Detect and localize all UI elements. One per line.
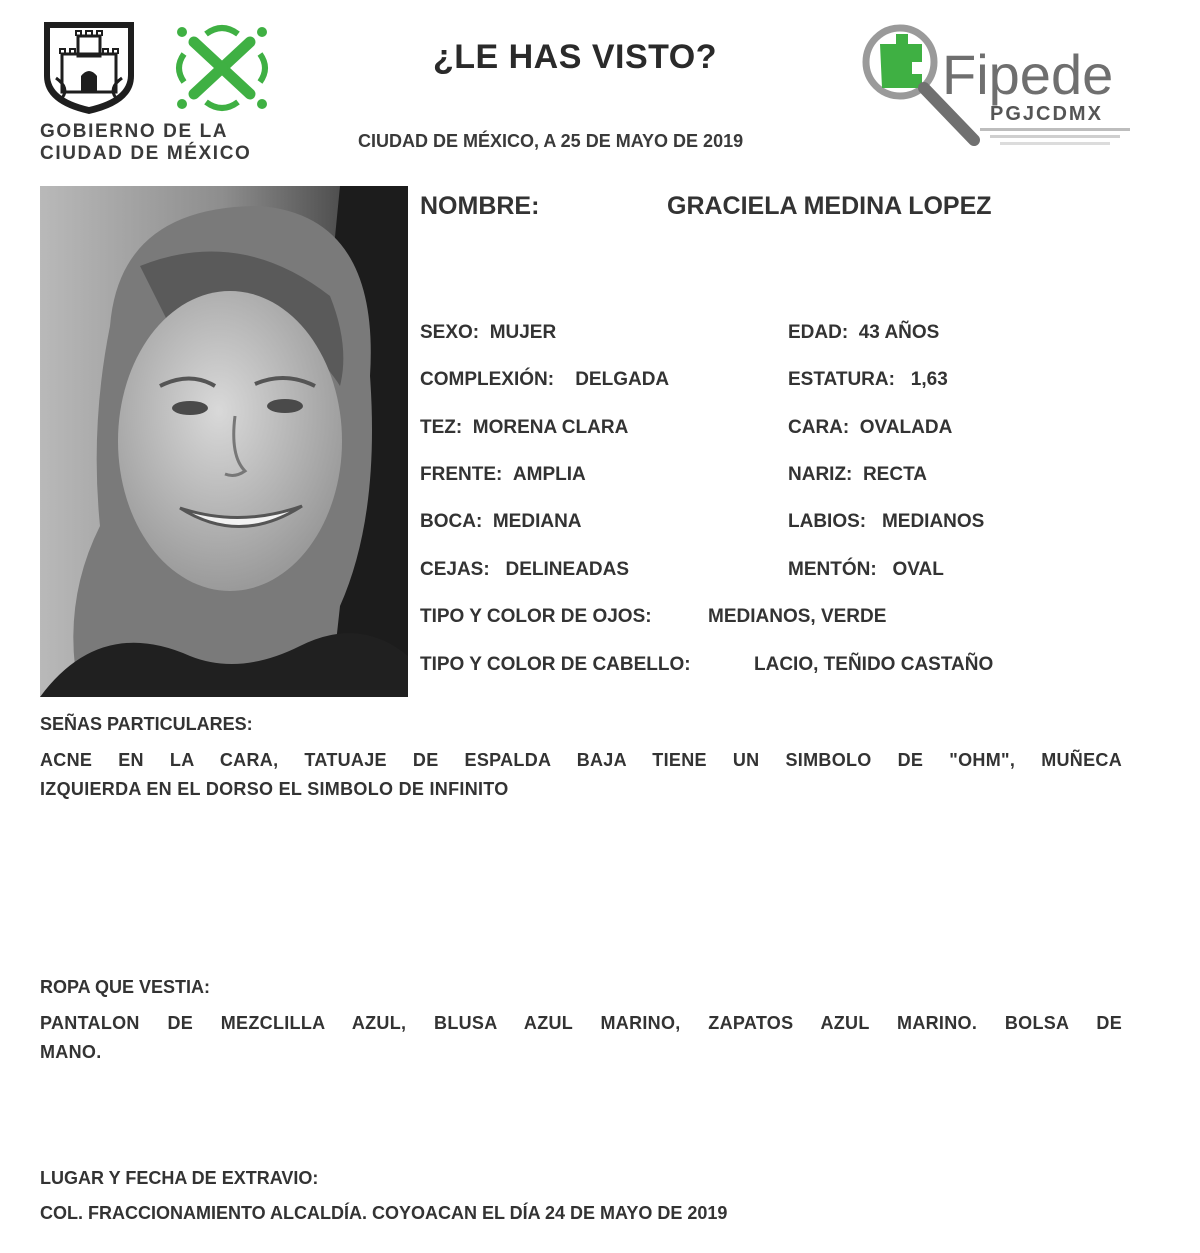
trait-label: ESTATURA:: [788, 369, 895, 390]
trait-height: [788, 369, 948, 391]
government-name: [40, 121, 280, 165]
trait-label: BOCA:: [420, 511, 483, 532]
place-heading: LUGAR Y FECHA DE EXTRAVIO:: [40, 1168, 319, 1188]
trait-age: [788, 322, 939, 344]
clothing-line-1: PANTALON DE MEZCLILLA AZUL, BLUSA AZUL MARINO, ZAPATOS AZUL MARINO. BOLSA DE: [40, 1013, 1122, 1033]
trait-sex: [420, 322, 556, 344]
trait-label: SEXO:: [420, 322, 480, 343]
fipede-logo: [860, 18, 1140, 158]
trait-forehead: [420, 464, 586, 486]
fipede-wordmark: Fipede: [942, 43, 1114, 106]
trait-value: DELGADA: [575, 369, 670, 390]
trait-eyes-value: MEDIANOS, VERDE: [708, 606, 887, 627]
fipede-subtitle: PGJCDMX: [990, 103, 1103, 125]
trait-label: MENTÓN:: [788, 559, 877, 580]
trait-value: MEDIANA: [492, 511, 582, 532]
clothing-line-2: MANO.: [40, 1042, 102, 1062]
trait-label: CEJAS:: [420, 559, 490, 580]
trait-value: OVALADA: [859, 417, 953, 438]
trait-mouth: [420, 511, 582, 533]
trait-label: NARIZ:: [788, 464, 853, 485]
government-line-2: CIUDAD DE MÉXICO: [40, 143, 252, 164]
clothing-text: [40, 1009, 1122, 1067]
trait-value: OVAL: [892, 559, 944, 580]
trait-hair-label: TIPO Y COLOR DE CABELLO:: [420, 654, 691, 675]
trait-complexion: [420, 417, 628, 439]
trait-label: COMPLEXIÓN:: [420, 369, 555, 390]
trait-label: FRENTE:: [420, 464, 503, 485]
issue-date: CIUDAD DE MÉXICO, A 25 DE MAYO DE 2019: [358, 131, 744, 151]
trait-face: [788, 417, 952, 439]
trait-hair-value: LACIO, TEÑIDO CASTAÑO: [754, 654, 994, 675]
trait-lips: [788, 511, 984, 533]
place-text: COL. FRACCIONAMIENTO ALCALDÍA. COYOACAN EL DÍA 24 DE MAYO DE 2019: [40, 1203, 728, 1223]
trait-value: AMPLIA: [512, 464, 586, 485]
trait-value: MUJER: [489, 322, 557, 343]
trait-nose: [788, 464, 927, 486]
trait-value: MEDIANOS: [881, 511, 985, 532]
trait-eyebrows: [420, 559, 629, 581]
page-title: ¿LE HAS VISTO?: [432, 38, 718, 76]
cdmx-logo-icon: [172, 20, 272, 116]
coat-of-arms-icon: [40, 18, 138, 116]
missing-person-photo: [40, 186, 408, 697]
marks-line-2: IZQUIERDA EN EL DORSO EL SIMBOLO DE INFINITO: [40, 779, 509, 799]
trait-label: LABIOS:: [788, 511, 867, 532]
trait-label: CARA:: [788, 417, 850, 438]
clothing-heading: ROPA QUE VESTIA:: [40, 977, 211, 997]
name-value: GRACIELA MEDINA LOPEZ: [667, 192, 992, 220]
trait-value: DELINEADAS: [505, 559, 630, 580]
marks-text: [40, 746, 1122, 804]
trait-value: MORENA CLARA: [472, 417, 629, 438]
trait-build: [420, 369, 669, 391]
trait-label: EDAD:: [788, 322, 849, 343]
trait-eyes-label: TIPO Y COLOR DE OJOS:: [420, 606, 652, 627]
marks-heading: SEÑAS PARTICULARES:: [40, 714, 253, 734]
government-line-1: GOBIERNO DE LA: [40, 121, 229, 142]
trait-chin: [788, 559, 944, 581]
trait-value: RECTA: [862, 464, 927, 485]
trait-value: 43 AÑOS: [858, 322, 940, 343]
name-label: NOMBRE:: [420, 192, 540, 220]
trait-value: 1,63: [910, 369, 948, 390]
trait-label: TEZ:: [420, 417, 463, 438]
marks-line-1: ACNE EN LA CARA, TATUAJE DE ESPALDA BAJA TIENE UN SIMBOLO DE "OHM", MUÑECA: [40, 750, 1122, 770]
